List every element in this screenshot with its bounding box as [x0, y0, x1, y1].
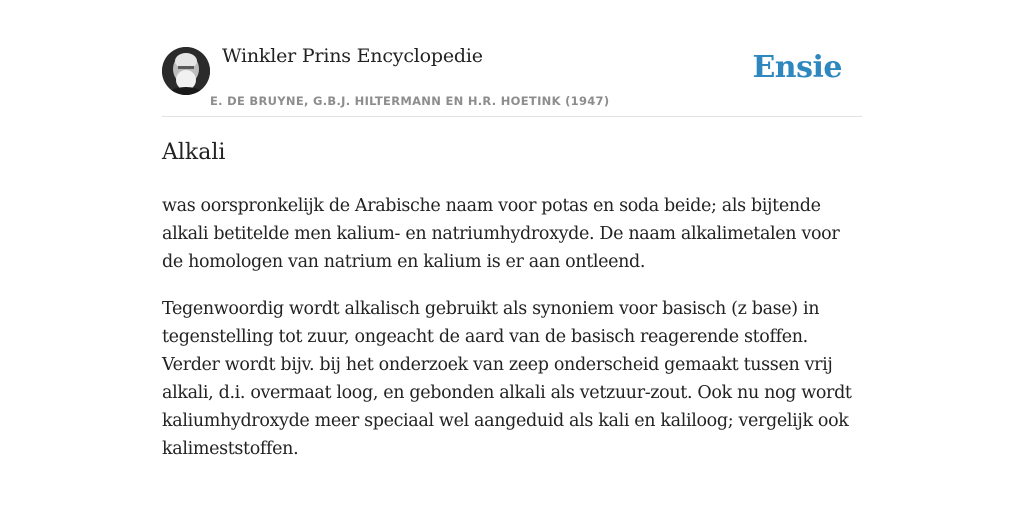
article-body: [162, 192, 862, 482]
author-portrait-icon[interactable]: [162, 47, 210, 95]
article-title: Alkali: [162, 140, 226, 165]
brand-logo[interactable]: Ensie: [752, 50, 842, 85]
article-paragraph: Tegenwoordig wordt alkalisch gebruikt als synoniem voor basisch (z base) in tegenstelling tot zuur, ongeacht de aard van de basisch reagerende stoffen. Verder wordt bijv. bij het onderzoek van zeep onderscheid gemaakt tussen vrij alkali, d.i. overmaat loog, en gebonden alkali als vetzuur-zout. Ook nu nog wordt kaliumhydroxyde meer speciaal wel aangeduid als kali en kaliloog; vergelijk ook kalimeststoffen.: [162, 299, 852, 459]
site-header: [162, 0, 862, 117]
publication-authors: E. DE BRUYNE, G.B.J. HILTERMANN EN H.R. HOETINK (1947): [210, 94, 610, 108]
article-paragraph: was oorspronkelijk de Arabische naam voor potas en soda beide; als bijtende alkali betitelde men kalium- en natriumhydroxyde. De naam alkalimetalen voor de homologen van natrium en kalium is er aan ontleend.: [162, 196, 840, 272]
publication-title[interactable]: Winkler Prins Encyclopedie: [222, 45, 483, 67]
